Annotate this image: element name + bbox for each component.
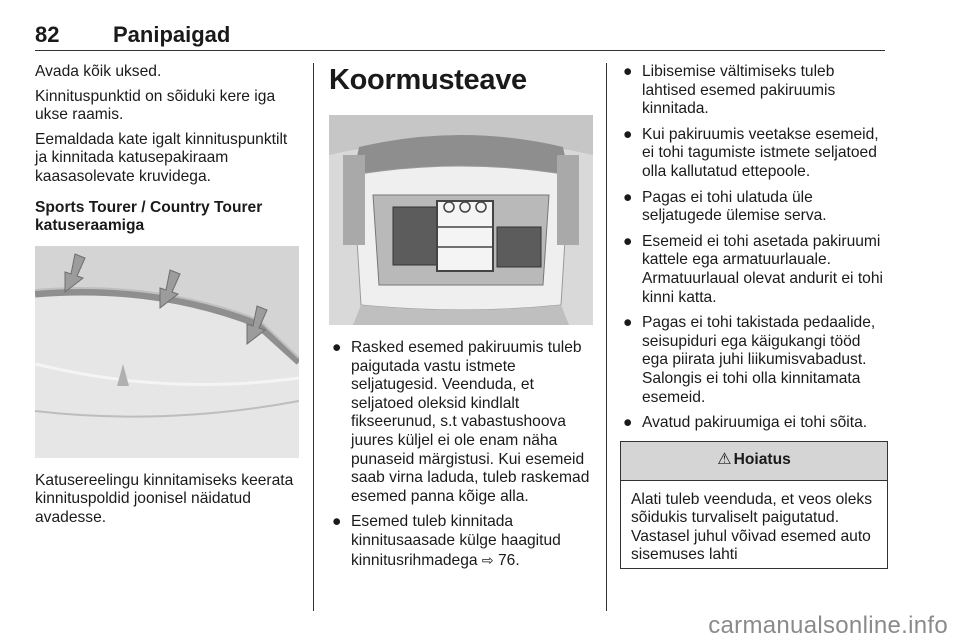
warning-text: Alati tuleb veenduda, et veos oleks sõidukis turvaliselt paigutatud. Vastasel juhul võivad esemed auto sisemuses lahti [631, 490, 872, 564]
column-2 [329, 63, 597, 577]
bullet-text: Rasked esemed pakiruumis tuleb paigutada vastu istmete seljatugesid. Veenduda, et seljatoed oleksid kindlalt fikseerunud, s.t vabastushoova juures küljel ei ole enam näha punaseid märgistusi. Kui esemeid saab virna laduda, tuleb raskemad esemed panna kõige alla. [351, 339, 590, 505]
list-item [620, 414, 888, 433]
bullet-text: Esemed tuleb kinnitada kinnitusaasade külge haagitud kinnitusrihmadega [351, 513, 561, 569]
bullet-icon: ● [623, 314, 633, 332]
bullet-icon: ● [623, 125, 633, 143]
column-divider [606, 63, 607, 611]
page-header [35, 20, 885, 51]
list-item [329, 339, 597, 506]
bullet-text: Kui pakiruumis veetakse esemeid, ei tohi tagumiste istmete seljatoed olla kallutatud ettepoole. [642, 125, 879, 180]
list-item [620, 126, 888, 182]
column-1 [35, 63, 303, 534]
bullet-icon: ● [623, 188, 633, 206]
warning-header [621, 442, 887, 481]
bullet-icon: ● [332, 513, 342, 531]
warning-triangle-icon: ⚠ [717, 451, 732, 469]
section-title: Panipaigad [113, 22, 231, 47]
list-item [620, 189, 888, 226]
bullet-text: Esemeid ei tohi asetada pakiruumi kattele ega armatuurlauale. Armatuurlaual olevat andurit ei tohi kinni katta. [642, 232, 883, 306]
loading-rules-bullets [620, 63, 888, 433]
paragraph: Avada kõik uksed. [35, 63, 162, 80]
paragraph: Kinnituspunktid on sõiduki kere iga ukse raamis. [35, 87, 276, 124]
subheading: Sports Tourer / Country Tourer katuseraamiga [35, 198, 263, 235]
section-heading: Koormusteave [329, 64, 527, 96]
bullet-icon: ● [623, 232, 633, 250]
watermark: carmanualsonline.info [708, 612, 948, 639]
cargo-area-illustration [329, 115, 593, 325]
warning-box [620, 441, 888, 569]
list-item [620, 63, 888, 119]
bullet-icon: ● [332, 339, 342, 356]
bullet-text: Pagas ei tohi ulatuda üle seljatugede ülemise serva. [642, 188, 827, 225]
bullet-icon: ● [623, 63, 633, 80]
roof-rail-drawing [35, 246, 299, 458]
bullet-text: Pagas ei tohi takistada pedaalide, seisupiduri ega käigukangi tööd ega piirata juhi liikumisvabadust. Salongis ei tohi olla kinnitamata esemeid. [642, 314, 876, 406]
list-item [620, 314, 888, 407]
page-number: 82 [35, 22, 60, 47]
page-reference[interactable]: 76. [497, 551, 520, 569]
list-item [329, 513, 597, 570]
paragraph: Eemaldada kate igalt kinnituspunktilt ja kinnitada katusepakiraam kaasasolevate kruvidega. [35, 130, 288, 185]
roof-rail-illustration [35, 246, 299, 458]
page-reference-icon[interactable]: ⇨ [481, 551, 494, 568]
bullet-text: Avatud pakiruumiga ei tohi sõita. [642, 414, 868, 432]
bullet-icon: ● [623, 414, 633, 432]
column-divider [313, 63, 314, 611]
bullet-text: Libisemise vältimiseks tuleb lahtised esemed pakiruumis kinnitada. [642, 63, 836, 118]
loading-bullets [329, 339, 597, 570]
figure-caption: Katusereelingu kinnitamiseks keerata kinnituspoldid joonisel näidatud avadesse. [35, 471, 294, 526]
warning-title: Hoiatus [733, 451, 791, 469]
cargo-drawing [329, 115, 593, 325]
column-3 [620, 63, 888, 569]
list-item [620, 233, 888, 307]
